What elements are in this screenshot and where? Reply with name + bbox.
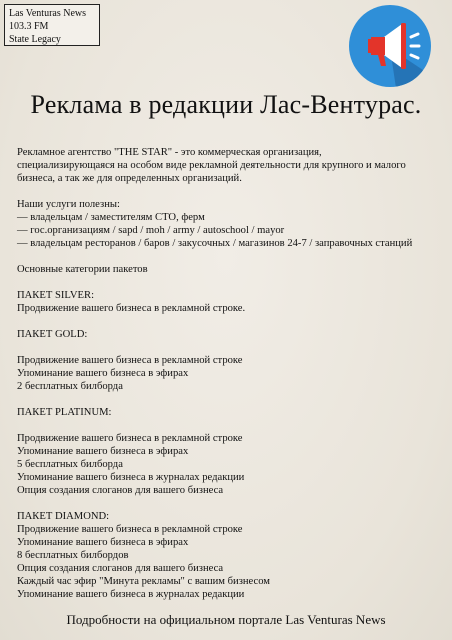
categories-title: Основные категории пакетов	[17, 264, 148, 275]
station-info-box	[4, 4, 100, 46]
ad-body	[17, 146, 447, 601]
package-item: Каждый час эфир "Минута рекламы" с вашим бизнесом	[17, 576, 271, 587]
package-item: Продвижение вашего бизнеса в рекламной строке	[17, 524, 243, 535]
package-title-platinum: ПАКЕТ PLATINUM:	[17, 407, 112, 418]
service-item: — владельцам ресторанов / баров / закусочных / магазинов 24-7 / заправочных станций	[17, 238, 413, 249]
package-item: Упоминание вашего бизнеса в журналах редакции	[17, 472, 245, 483]
intro-line: бизнеса, а так же для определенных организаций.	[17, 173, 242, 184]
station-tagline: State Legacy	[9, 34, 61, 45]
package-title-silver: ПАКЕТ SILVER:	[17, 290, 95, 301]
page-title: Реклама в редакции Лас-Вентурас.	[30, 90, 422, 119]
package-item: Опция создания слоганов для вашего бизнеса	[17, 563, 224, 574]
package-item: Продвижение вашего бизнеса в рекламной строке	[17, 355, 243, 366]
station-name: Las Venturas News	[9, 8, 87, 19]
service-item: — владельцам / заместителям СТО, ферм	[17, 212, 205, 223]
service-item: — гос.организациям / sapd / moh / army / autoschool / mayor	[17, 225, 285, 236]
package-item: Продвижение вашего бизнеса в рекламной строке.	[17, 303, 246, 314]
intro-line: Рекламное агентство "THE STAR" - это коммерческая организация,	[17, 147, 322, 158]
package-item: Упоминание вашего бизнеса в журналах редакции	[17, 589, 245, 600]
footer-note: Подробности на официальном портале Las Venturas News	[66, 612, 386, 627]
package-item: 2 бесплатных билборда	[17, 381, 123, 392]
package-item: Упоминание вашего бизнеса в эфирах	[17, 537, 189, 548]
megaphone-icon	[348, 4, 432, 88]
station-frequency: 103.3 FM	[9, 21, 49, 32]
package-title-diamond: ПАКЕТ DIAMOND:	[17, 511, 110, 522]
services-title: Наши услуги полезны:	[17, 199, 120, 210]
package-item: Упоминание вашего бизнеса в эфирах	[17, 446, 189, 457]
intro-line: специализирующаяся на особом виде рекламной деятельности для крупного и малого	[17, 160, 406, 171]
package-item: Продвижение вашего бизнеса в рекламной строке	[17, 433, 243, 444]
package-item: 8 бесплатных билбордов	[17, 550, 129, 561]
package-item: Упоминание вашего бизнеса в эфирах	[17, 368, 189, 379]
package-item: 5 бесплатных билборда	[17, 459, 123, 470]
package-title-gold: ПАКЕТ GOLD:	[17, 329, 88, 340]
package-item: Опция создания слоганов для вашего бизнеса	[17, 485, 224, 496]
